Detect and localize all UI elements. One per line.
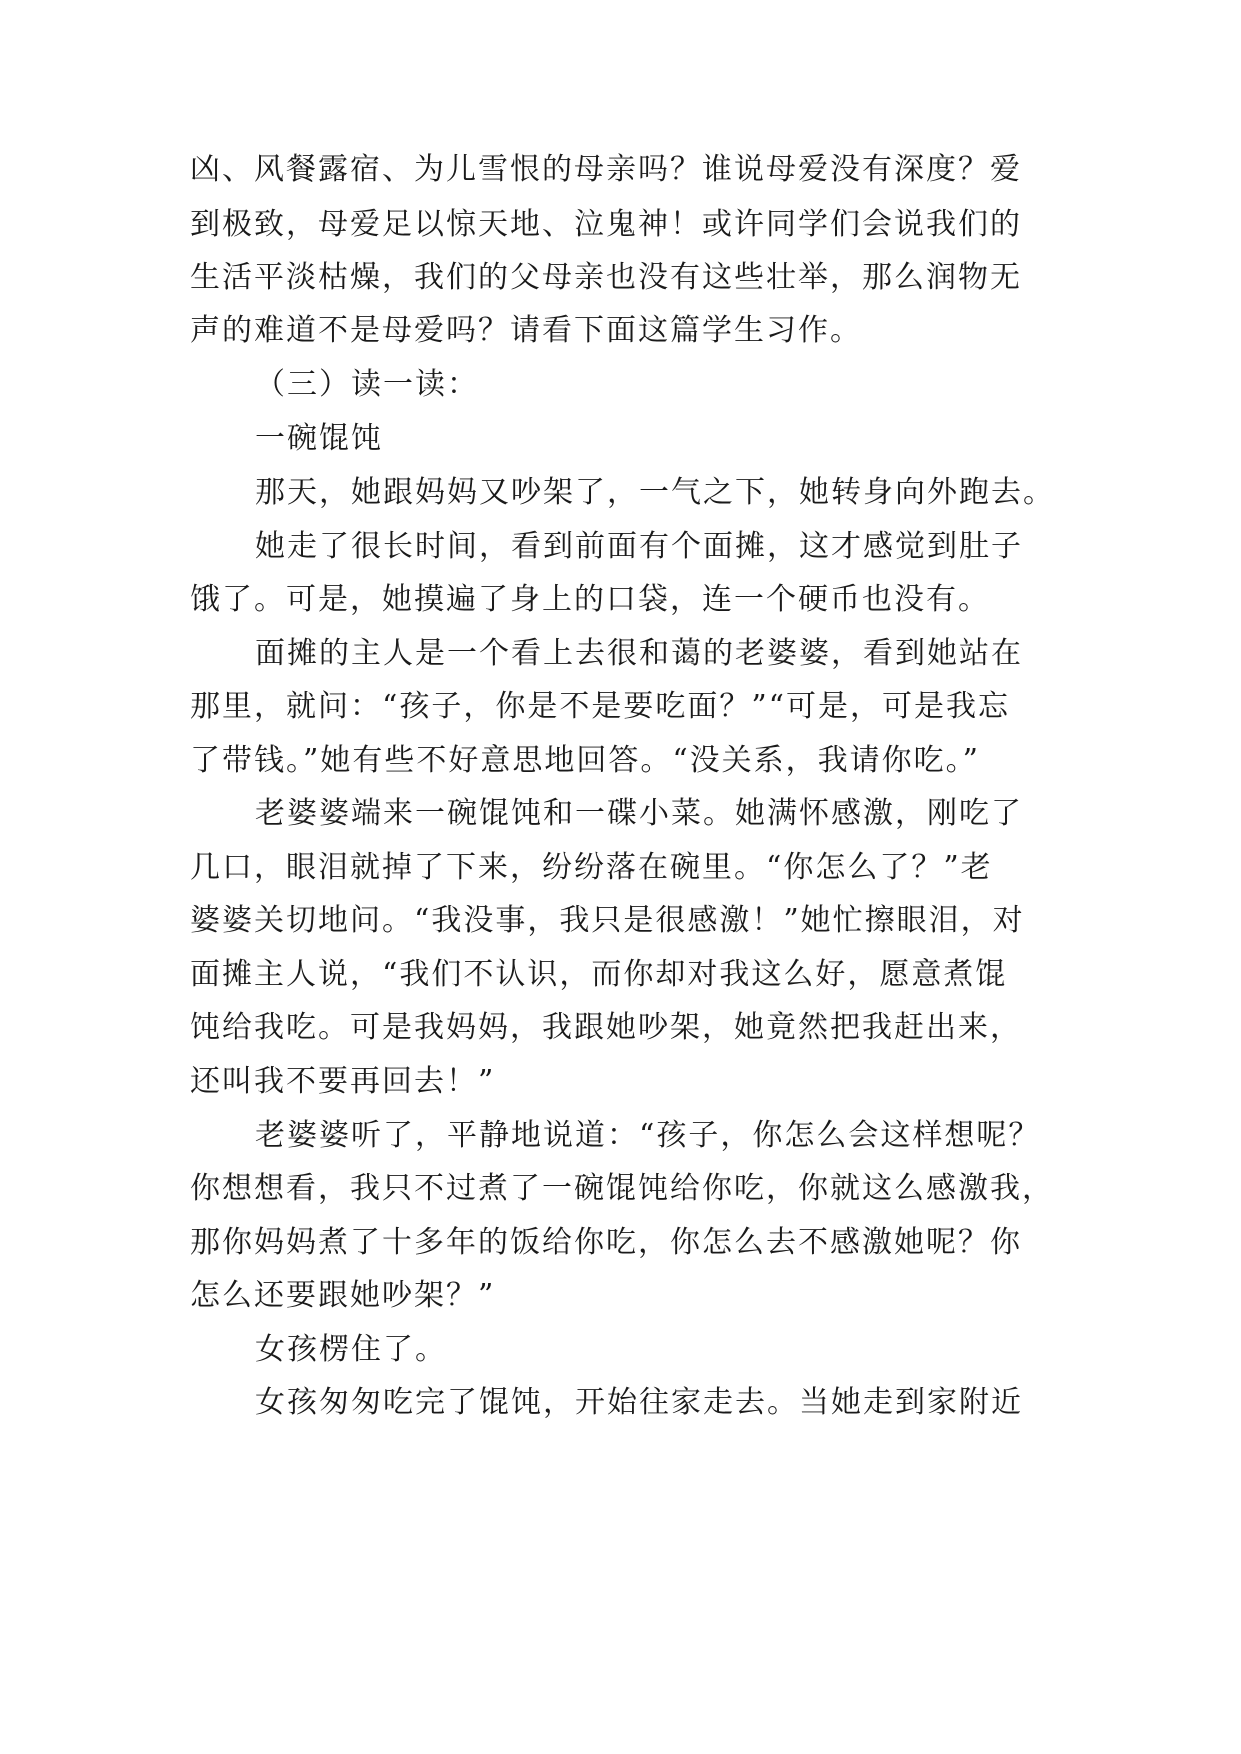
- text-line: 饿了。可是，她摸遍了身上的口袋，连一个硬币也没有。: [190, 582, 990, 617]
- text-line: 怎么还要跟她吵架？”: [190, 1278, 496, 1313]
- text-line: 还叫我不要再回去！”: [190, 1064, 496, 1099]
- text-line: 女孩匆匆吃完了馄饨，开始往家走去。当她走到家附近: [255, 1385, 1023, 1420]
- text-line: 婆婆关切地问。“我没事，我只是很感激！”她忙擦眼泪，对: [190, 903, 1025, 938]
- text-line: 你想想看，我只不过煮了一碗馄饨给你吃，你就这么感激我，: [190, 1171, 1054, 1206]
- section-heading: （三）读一读：: [255, 367, 479, 402]
- text-line: 到极致，母爱足以惊天地、泣鬼神！或许同学们会说我们的: [190, 207, 1022, 242]
- text-line: 面摊主人说，“我们不认识，而你却对我这么好，愿意煮馄: [190, 957, 1008, 992]
- text-line: 老婆婆端来一碗馄饨和一碟小菜。她满怀感激，刚吃了: [255, 796, 1023, 831]
- text-line: 那天，她跟妈妈又吵架了，一气之下，她转身向外跑去。: [255, 475, 1055, 510]
- text-line: 面摊的主人是一个看上去很和蔼的老婆婆，看到她站在: [255, 636, 1023, 671]
- text-line: 生活平淡枯燥，我们的父母亲也没有这些壮举，那么润物无: [190, 260, 1022, 295]
- text-line: 凶、风餐露宿、为儿雪恨的母亲吗？谁说母爱没有深度？爱: [190, 152, 1022, 187]
- text-line: 老婆婆听了，平静地说道：“孩子，你怎么会这样想呢？: [255, 1118, 1041, 1153]
- story-title: 一碗馄饨: [255, 421, 383, 456]
- text-line: 那你妈妈煮了十多年的饭给你吃，你怎么去不感激她呢？你: [190, 1225, 1022, 1260]
- text-line: 女孩楞住了。: [255, 1332, 447, 1367]
- text-line: 声的难道不是母爱吗？请看下面这篇学生习作。: [190, 313, 862, 348]
- text-line: 她走了很长时间，看到前面有个面摊，这才感觉到肚子: [255, 529, 1023, 564]
- text-line: 那里，就问：“孩子，你是不是要吃面？”“可是，可是我忘: [190, 689, 1011, 724]
- text-line: 饨给我吃。可是我妈妈，我跟她吵架，她竟然把我赶出来，: [190, 1010, 1022, 1045]
- text-line: 了带钱。”她有些不好意思地回答。“没关系，我请你吃。”: [190, 743, 981, 778]
- text-line: 几口，眼泪就掉了下来，纷纷落在碗里。“你怎么了？”老: [190, 850, 993, 885]
